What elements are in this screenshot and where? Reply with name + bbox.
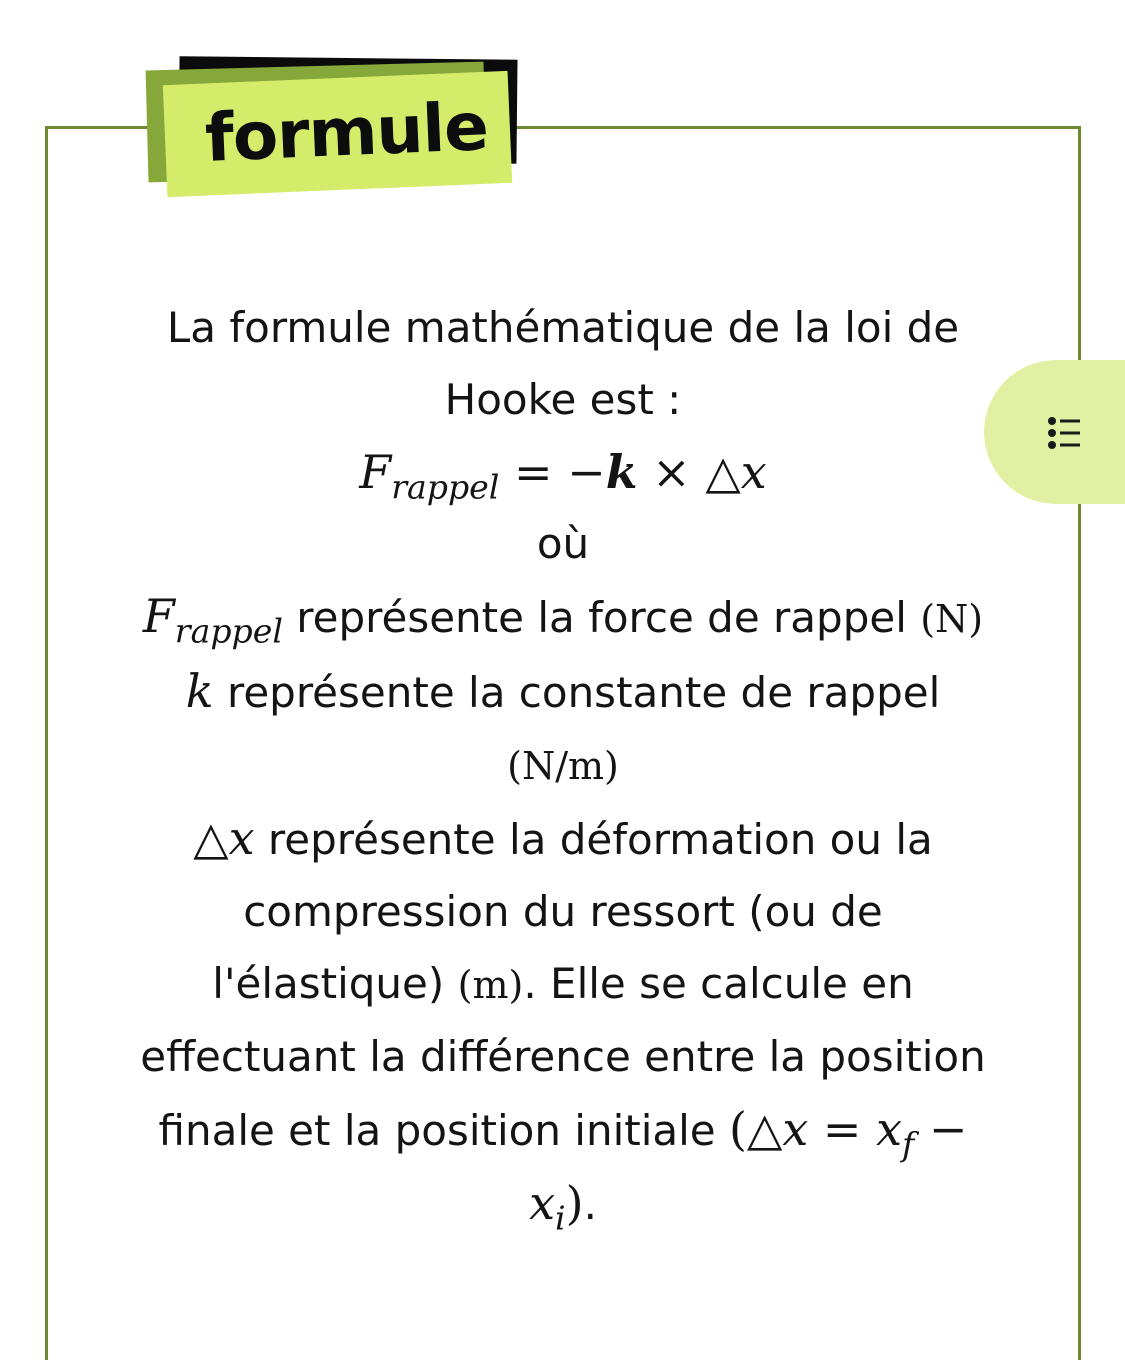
delta-formula-xi: x — [529, 1176, 556, 1230]
def-force-unit: (N) — [920, 597, 984, 641]
formula-k: k — [605, 445, 638, 499]
def-force-subscript: rappel — [174, 611, 283, 651]
delta-formula-x: x — [782, 1102, 809, 1156]
delta-formula-open: (△ — [729, 1102, 783, 1156]
def-k-symbol: k — [185, 664, 214, 718]
intro-text: La formule mathématique de la loi de Hooke est : — [166, 303, 960, 424]
hooke-formula — [130, 436, 996, 508]
def-force-symbol: F — [142, 589, 175, 643]
definition-force — [130, 580, 996, 655]
formula-force-symbol: F — [359, 445, 392, 499]
delta-formula-f: f — [902, 1124, 915, 1164]
def-dx-unit: (m) — [457, 963, 524, 1007]
delta-formula-close: ) — [565, 1176, 584, 1230]
definition-constant — [130, 655, 996, 802]
delta-formula-i: i — [555, 1198, 566, 1238]
formula-x: x — [740, 445, 767, 499]
delta-formula-equals: = — [808, 1102, 877, 1156]
table-of-contents-button[interactable] — [984, 360, 1125, 504]
def-dx-period: . — [583, 1180, 597, 1229]
def-k-text: représente la constante de rappel — [213, 668, 941, 717]
def-dx-x: x — [228, 811, 255, 865]
delta-formula-minus: − — [914, 1102, 968, 1156]
formula-equals: = − — [499, 445, 606, 499]
definition-deformation — [130, 802, 996, 1241]
def-dx-text-after: . Elle se calcule en effectuant la différence entre la position finale et la position initiale — [140, 959, 986, 1155]
def-dx-delta: △ — [193, 811, 229, 865]
formula-delta: △ — [705, 445, 741, 499]
formula-content — [130, 292, 996, 1241]
formula-times: × — [637, 445, 706, 499]
list-icon — [1048, 416, 1082, 450]
def-force-text: représente la force de rappel — [282, 593, 921, 642]
def-k-unit: (N/m) — [507, 744, 619, 788]
tag-label: formule — [203, 88, 490, 177]
formula-force-subscript: rappel — [391, 467, 500, 507]
def-dx-text: représente la déformation ou la compression du ressort (ou de l'élastique) — [212, 815, 933, 1008]
delta-formula-xf: x — [876, 1102, 903, 1156]
section-tag — [145, 58, 520, 203]
where-text: où — [536, 519, 590, 568]
